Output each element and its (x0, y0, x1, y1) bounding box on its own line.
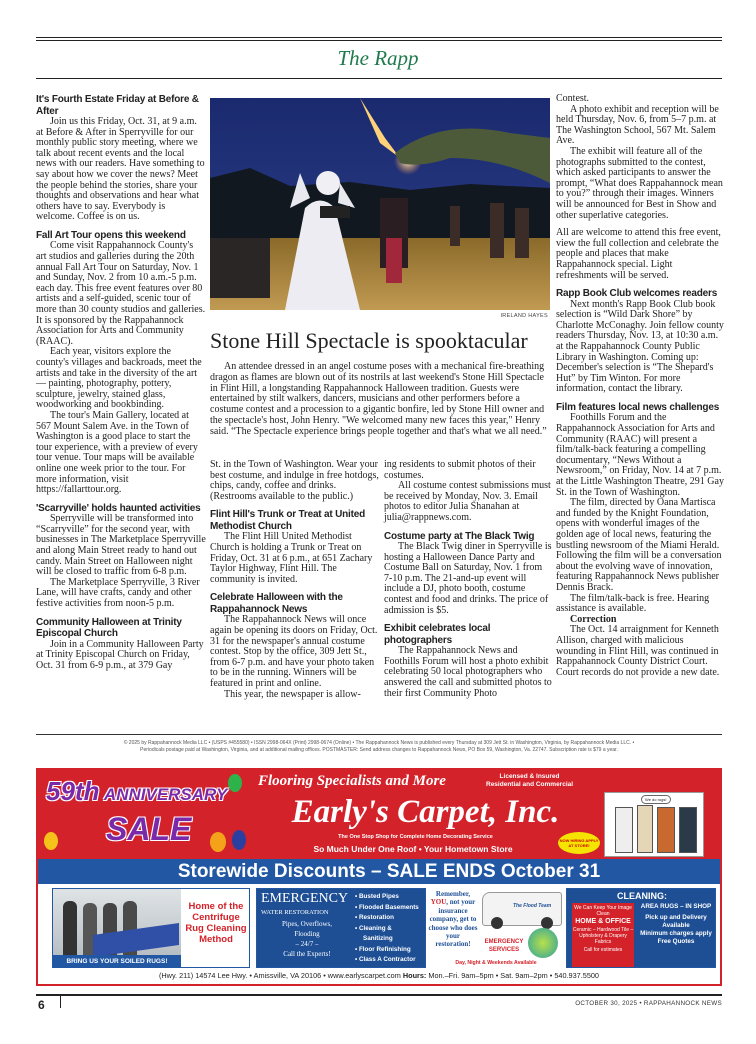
sale-number: 59th (46, 776, 100, 806)
emergency-line: – 24/7 – (295, 940, 319, 948)
remember-you: YOU (430, 898, 447, 907)
ad-address-line (38, 971, 720, 980)
article-paragraph: The Rappahannock News will once again be opening its doors on Friday, Oct. 31 for the newspaper's annual costume contest. Stop by the office, 309 Jett St., from 6-7 p.m. and have your photo taken to be in the running. Winners will be featured in print and online. (210, 614, 378, 689)
earlys-carpet-ad[interactable] (36, 768, 722, 986)
mascots-illustration (604, 792, 704, 857)
page-dateline: OCTOBER 30, 2025 • RAPPAHANNOCK NEWS (575, 1000, 722, 1007)
remember-line: , not your insurance company, get to choose who does your restoration! (428, 898, 478, 949)
copyright-line-1: © 2025 by Rappahannock Media LLC • (USPS #455580) • ISSN 2998-064X (Print) 2998-0674 (Online) • The Rappahannock News is published every Thursday at 309 Jett St. in Washington, Virginia, by Rappahannock Media LLC. • (123, 740, 635, 746)
sale-word-sale: SALE (106, 811, 192, 847)
article-heading: 'Scarryville' holds haunted activities (36, 502, 201, 514)
article-paragraph: The Rappahannock News and Foothills Forum will host a photo exhibit celebrating 50 local photographers who answered the call and submitted photos to their first Community Photo (384, 645, 552, 699)
service-bullet: • Flooded Basements (355, 903, 419, 911)
emergency-line: Pipes, Overflows, (282, 920, 332, 928)
van-lettering: The Flood Team (513, 903, 552, 909)
cleaning-red-line: HOME & OFFICE (575, 918, 631, 925)
cleaning-title: CLEANING: (617, 891, 667, 901)
cleaning-line: Free Quotes (657, 938, 695, 945)
emergency-subtitle: WATER RESTORATION (261, 909, 329, 916)
article-heading: Costume party at The Black Twig (384, 530, 535, 542)
article-paragraph: Join in a Community Halloween Party at Trinity Episcopal Church on Friday, Oct. 31 from 6-9 p.m., at 379 Gay (36, 638, 204, 671)
van-icon (482, 892, 562, 926)
licensed-line-2: Residential and Commercial (486, 781, 574, 788)
page-footer-rule (36, 994, 722, 996)
article-heading: Celebrate Halloween with the Rappahannock News (210, 592, 343, 615)
article-heading: Exhibit celebrates local photographers (384, 623, 491, 646)
mascot-icon (657, 807, 675, 853)
cleaning-red-line: Call for estimates (583, 947, 623, 953)
service-bullet: • Cleaning & (355, 924, 392, 932)
staff-photo (53, 889, 181, 955)
emergency-title: EMERGENCY (261, 891, 349, 906)
section-flag: The Rapp (337, 46, 419, 70)
article-paragraph: The exhibit will feature all of the photographs submitted to the contest, which asked participants to answer the prompt, “What does Rappahannock mean to you?” through their images. Winners will be announced for Best in Show and other superlative categories. (556, 145, 723, 221)
article-paragraph: Join us this Friday, Oct. 31, at 9 a.m. at Before & After in Sperryville for our monthly public story meeting, where we talk about recent events and the local news with our readers. Have something to say about how we cover the news? Meet the people behind the stories, share your thoughts and observations and hear what others have to say. Everybody is welcome. Coffee is on us. (36, 116, 205, 223)
header-rule (36, 78, 722, 79)
now-hiring-badge: NOW HIRING APPLY AT STORE! (558, 832, 600, 854)
remember-text (428, 890, 478, 949)
page-number: 6 (38, 998, 45, 1012)
article-paragraph: This year, the newspaper is allow- (224, 688, 361, 700)
mascot-speech-bubble: We do rugs! (641, 795, 671, 804)
article-paragraph: Foothills Forum and the Rappahannock Association for Arts and Community (RAAC) will present a film/talk-back featuring a compelling documentary, “News Without a Newsroom,” on Friday, Nov. 14 at 7 p.m. at the Little Washington Theatre, 291 Gay St. in the Town of Washington. (556, 412, 724, 498)
emergency-services-label: EMERGENCY SERVICES (484, 939, 524, 953)
cleaning-line: Pick up and Delivery Available (645, 914, 707, 929)
photo-credit: IRELAND HAYES (500, 313, 548, 319)
footer-rule (36, 734, 722, 735)
service-bullet: • Restoration (355, 914, 394, 921)
mascot-icon (615, 807, 633, 853)
article-paragraph: The film/talk-back is free. Hearing assistance is available. (556, 592, 710, 615)
centrifuge-text: Home of the Centrifuge Rug Cleaning Method (185, 901, 247, 945)
mascot-icon (637, 805, 653, 853)
article-heading: Community Halloween at Trinity Episcopal Church (36, 616, 182, 640)
availability-note: Day, Night & Weekends Available (455, 960, 537, 966)
ad-slogan-1: The One Stop Shop for Complete Home Decorating Service (338, 834, 493, 840)
article-paragraph: Sperryville will be transformed into “Scarryville” for the second year, with businesses in The Marketplace Sperryville and along Main Street ready to hand out candy. Main Street on Halloween night will be closed to traffic from 6-8 p.m. (36, 513, 206, 578)
article-heading: Flint Hill's Trunk or Treat at United Methodist Church (210, 509, 365, 532)
article-paragraph: All are welcome to attend this free event, view the full collection and celebrate the people and places that make Rappahannock special. Light refreshments will be served. (556, 227, 721, 281)
emergency-bullets (355, 892, 426, 966)
anniversary-sale-graphic (46, 776, 251, 847)
remember-box (428, 888, 564, 968)
mascot-icon (679, 807, 697, 853)
page-number-divider (60, 996, 61, 1008)
article-paragraph: Come visit Rappahannock County's art studios and galleries during the 20th annual Fall Art Tour on Saturday, Nov. 1 and Sunday, Nov. 2 from 10 a.m.-5 p.m. each day. This free event features over 80 artists and a self-guided, scenic tour of more than 30 county studios and galleries. It is sponsored by the Rappahannock Association for Arts and Community (RAAC). (36, 240, 206, 347)
copyright-notice (36, 740, 722, 754)
emergency-details (267, 919, 347, 959)
remember-line: Remember, (435, 890, 471, 898)
header-rule-double (36, 37, 722, 41)
article-paragraph: The tour's Main Gallery, located at 567 Mount Salem Ave. in the Town of Washington is a good place to start the tour experience, with a preview of every tour venue. Tour maps will be available online one week prior to the tour. For more information, visit https://fallarttour.org. (36, 409, 198, 496)
article-paragraph: St. in the Town of Washington. Wear your best costume, and indulge in free hotdogs, chips, candy, coffee and drinks. (Restrooms available to the public.) (210, 459, 379, 502)
ad-brand: Early's Carpet, Inc. (291, 794, 560, 830)
article-heading: Rapp Book Club welcomes readers (556, 288, 718, 300)
ad-slogan-2: So Much Under One Roof • Your Hometown Store (313, 844, 513, 854)
cleaning-red-line: Ceramic – Hardwood Tile – Upholstery & Drapery Fabrics (572, 927, 634, 945)
article-paragraph: The Black Twig diner in Sperryville is hosting a Halloween Dance Party and Costume Ball on Saturday, Nov. 1 from 7-10 p.m. The 21-and-up event will include a DJ, photo booth, costume contest and food and drinks. The price of admission is $5. (384, 541, 552, 616)
column-4 (556, 94, 724, 678)
article-paragraph: Contest. (556, 93, 590, 104)
feature-caption (210, 362, 548, 438)
sale-banner: Storewide Discounts – SALE ENDS October 31 (38, 859, 720, 884)
column-2 (210, 460, 380, 700)
sale-word-anniversary: ANNIVERSARY (103, 785, 228, 804)
article-heading: Fall Art Tour opens this weekend (36, 229, 186, 241)
article-paragraph: The Flint Hill United Methodist Church is holding a Trunk or Treat on Friday, Oct. 31 at 6 p.m., at 651 Zachary Taylor Highway, Flint Hill. The community is invited. (210, 531, 373, 585)
licensed-note (486, 773, 573, 789)
correction-heading: Correction (570, 613, 617, 625)
feature-headline: Stone Hill Spectacle is spooktacular (210, 328, 528, 353)
emergency-restoration-box (256, 888, 426, 968)
cleaning-right-panel (637, 903, 715, 946)
hours-label: Hours: (402, 971, 427, 980)
cleaning-red-panel (572, 903, 634, 967)
article-paragraph: The film, directed by Oana Martisca and funded by the Knight Foundation, opens with wonderful images of the golden age of local news, featuring the bustling newsroom of the Miami Herald. Following the film will be a conversation about the evolving wave of innovation, featuring Rappahannock News publisher Dennis Brack. (556, 497, 722, 593)
article-paragraph: The Oct. 14 arraignment for Kenneth Allison, charged with malicious wounding in Flint Hill, was continued in Rappahannock County District Court. Court records do not provide a new date. (556, 624, 720, 678)
certification-seal-icon (528, 928, 558, 958)
cleaning-red-line: We Can Keep Your Image Clean (574, 905, 632, 917)
article-paragraph: Each year, visitors explore the county's villages and backroads, meet the artists and take in the diversity of the art — painting, photography, pottery, sculpture, jewelry, stained glass, woodworking and bookbinding. (36, 346, 202, 411)
rug-cleaning-box (52, 888, 250, 968)
service-bullet: • Class A Contractor (355, 956, 416, 963)
copyright-line-2: Periodicals postage paid at Washington, Virginia, and at additional mailing offices. POSTMASTER: Send address changes to Rappahannock News, PO Box 59, Washington, Va. 22747. Subscription rate is $79 a year. (140, 747, 618, 753)
service-bullet: Sanitizing (363, 935, 393, 942)
rugs-banner: BRING US YOUR SOILED RUGS! (53, 955, 181, 968)
column-3 (384, 460, 552, 699)
emergency-line: Call the Experts! (283, 950, 331, 958)
cleaning-line: Minimum charges apply (640, 930, 712, 937)
article-paragraph: The Marketplace Sperryville, 3 River Lane, will have crafts, candy and other festive activities from noon-5 p.m. (36, 576, 200, 609)
caption-text: An attendee dressed in an angel costume poses with a mechanical fire-breathing dragon as flames are blown out of its nostrils at last weekend's Stone Hill Spectacle in Flint Hill, a longstanding Rappahannock Halloween tradition. Guests were entertained by stilt walkers, dancers, musicians and other performers before a costume contest and a procession to a gigantic bonfire, led by Stone Hill owner and the spectacle's host, John Henry. "We welcomed many new faces this year," Henry said. “The Spectacle experience brings people together and that's what we all need.” (210, 361, 547, 437)
ad-tagline: Flooring Specialists and More (258, 773, 446, 789)
article-paragraph: ing residents to submit photos of their costumes. (384, 459, 536, 481)
emergency-line: Flooding (294, 930, 320, 938)
service-bullet: • Floor Refinishing (355, 945, 411, 953)
licensed-line-1: Licensed & Insured (499, 773, 560, 780)
article-heading: It's Fourth Estate Friday at Before & After (36, 94, 199, 117)
feature-photo (210, 98, 550, 310)
article-heading: Film features local news challenges (556, 401, 720, 413)
article-paragraph: All costume contest submissions must be received by Monday, Nov. 3. Email photos to editor Julia Shanahan at julia@rappnews.com. (384, 480, 551, 523)
cleaning-box (566, 888, 716, 968)
store-address: (Hwy. 211) 14574 Lee Hwy. • Amissville, VA 20106 • www.earlyscarpet.com (158, 971, 401, 980)
article-paragraph: A photo exhibit and reception will be held Thursday, Nov. 6, from 5–7 p.m. at The Washington School, 567 Mt. Salem Ave. (556, 103, 719, 147)
article-paragraph: Next month's Rapp Book Club book selection is “Wild Dark Shore” by Charlotte McConaghy. Join fellow county readers Thursday, Nov. 13, at 10:30 a.m. at the Rappahannock County Public Library in Washington. Coming up: December's selection is “The Shepard's Hut” by Tim Winton. For more information, contact the library. (556, 298, 724, 395)
service-bullet: • Busted Pipes (355, 893, 399, 900)
cleaning-line: AREA RUGS – IN SHOP (640, 903, 712, 910)
store-hours: Mon.–Fri. 9am–5pm • Sat. 9am–2pm • 540.937.5500 (428, 971, 599, 980)
column-1 (36, 94, 206, 671)
